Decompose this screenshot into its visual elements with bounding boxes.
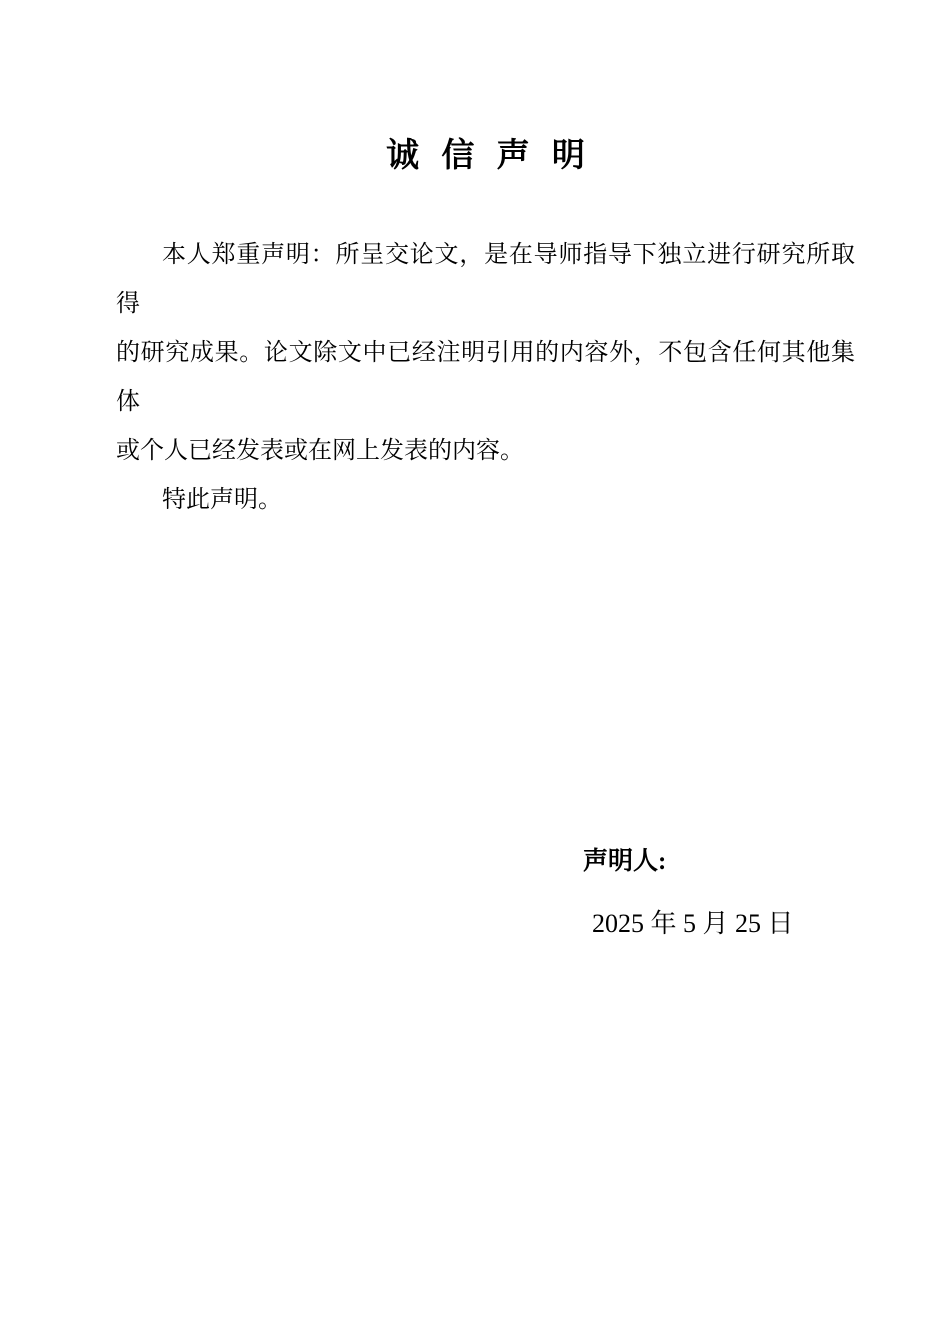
declaration-paragraph	[116, 231, 855, 525]
paragraph-line-1: 本人郑重声明：所呈交论文，是在导师指导下独立进行研究所取得	[116, 242, 855, 317]
paragraph-line-2: 的研究成果。论文除文中已经注明引用的内容外，不包含任何其他集体	[116, 340, 855, 415]
date-line: 2025 年 5 月 25 日	[592, 909, 794, 938]
page-title: 诚 信 声 明	[386, 138, 585, 174]
closing-statement-line: 特此声明。	[162, 487, 282, 513]
paragraph-line-3: 或个人已经发表或在网上发表的内容。	[116, 438, 524, 464]
signatory-label: 声明人:	[583, 848, 667, 875]
